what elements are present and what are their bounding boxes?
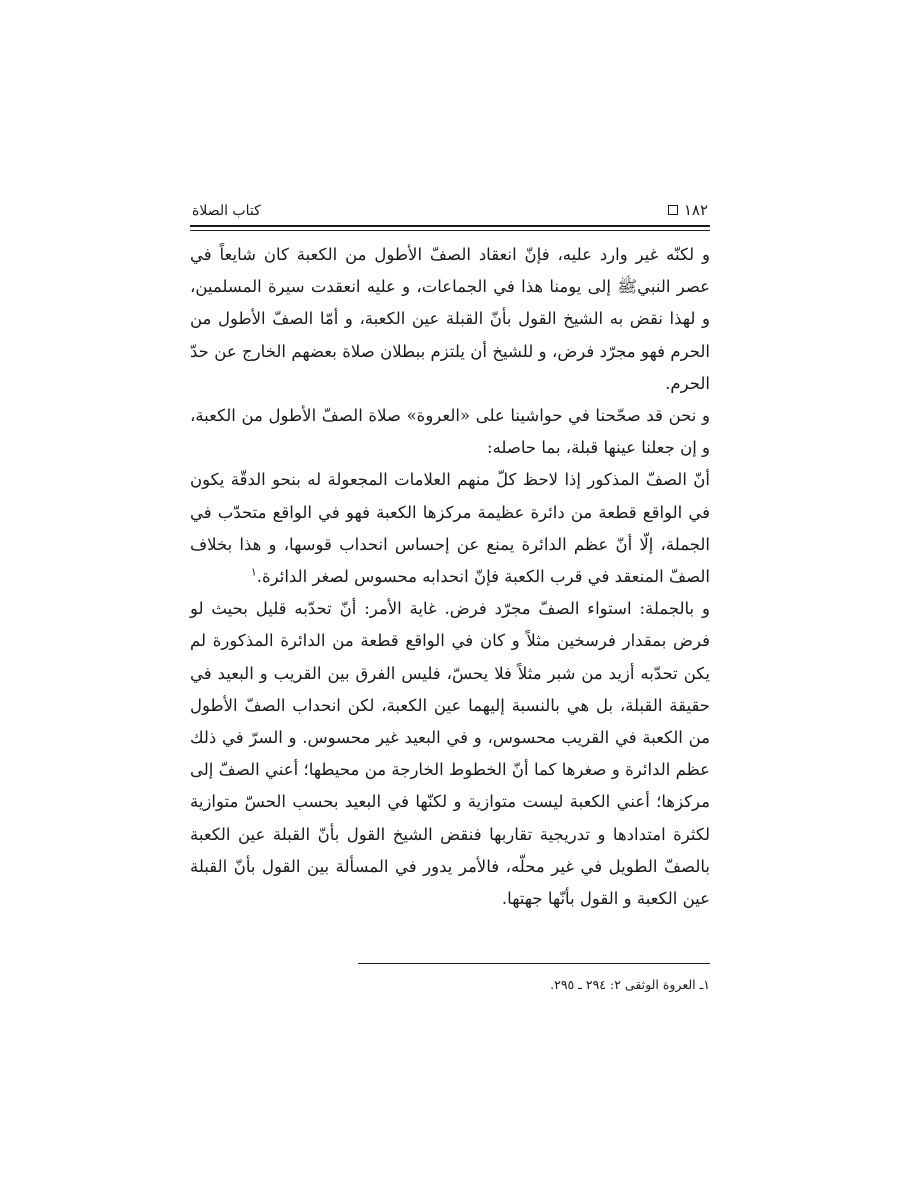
- paragraph-4: و بالجملة: استواء الصفّ مجرّد فرض. غاية الأمر: أنّ تحدّبه قليل بحيث لو فرض بمقدار فرسخين مثلاً و كان في الواقع قطعة من الدائرة المذكورة لم يكن تحدّبه أزيد من شبر مثلاً فلا يحسّ، فليس الفرق بين القريب و البعيد في حقيقة القبلة، بل هي بالنسبة إليهما عين الكعبة، لكن انحداب الصفّ الأطول من الكعبة في القريب محسوس، و في البعيد غير محسوس. و السرّ في ذلك عظم الدائرة و صغرها كما أنّ الخطوط الخارجة من محيطها؛ أعني الصفّ إلى مركزها؛ أعني الكعبة ليست متوازية و لكنّها في البعيد بحسب الحسّ متوازية لكثرة امتدادها و تدريجية تقاربها فنقض الشيخ القول بأنّ القبلة عين الكعبة بالصفّ الطويل في غير محلّه، فالأمر يدور في المسألة بين القول بأنّ القبلة عين الكعبة و القول بأنّها جهتها.: [190, 599, 710, 909]
- paragraph-3-text: أنّ الصفّ المذكور إذا لاحظ كلّ منهم العلامات المجعولة له بنحو الدقّة يكون في الواقع قطعة من دائرة عظيمة مركزها الكعبة فهو في الواقع متحدّب في الجملة، إلّا أنّ عظم الدائرة يمنع عن إحساس انحداب قوسها، و هذا بخلاف الصفّ المنعقد في قرب الكعبة فإنّ انحدابه محسوس لصغر الدائرة.: [190, 470, 710, 587]
- document-page: [190, 195, 710, 994]
- paragraph-1: و لكنّه غير وارد عليه، فإنّ انعقاد الصفّ الأطول من الكعبة كان شايعاً في عصر النبيﷺ إلى يومنا هذا في الجماعات، و عليه انعقدت سيرة المسلمين، و لهذا نقض به الشيخ القول بأنّ القبلة عين الكعبة، و أمّا الصفّ الأطول من الحرم فهو مجرّد فرض، و للشيخ أن يلتزم ببطلان صلاة بعضهم الخارج عن حدّ الحرم.: [190, 245, 710, 393]
- paragraph-3: [190, 464, 710, 593]
- footnote-reference[interactable]: ١: [250, 565, 257, 579]
- book-title: كتاب الصلاة: [192, 203, 261, 219]
- square-box-icon: [668, 205, 678, 215]
- page-header: [190, 195, 710, 219]
- body-text: [190, 239, 710, 915]
- footnote-rule: [358, 963, 710, 964]
- page-number-group: [668, 201, 708, 219]
- header-rule: [190, 225, 710, 231]
- paragraph-2: و نحن قد صحّحنا في حواشينا على «العروة» صلاة الصفّ الأطول من الكعبة، و إن جعلنا عينها قبلة، بما حاصله:: [190, 406, 710, 458]
- page-number: ١٨٢: [683, 201, 708, 219]
- footnote: ١ـ العروة الوثقى ٢: ٢٩٤ ـ ٢٩٥.: [550, 977, 710, 993]
